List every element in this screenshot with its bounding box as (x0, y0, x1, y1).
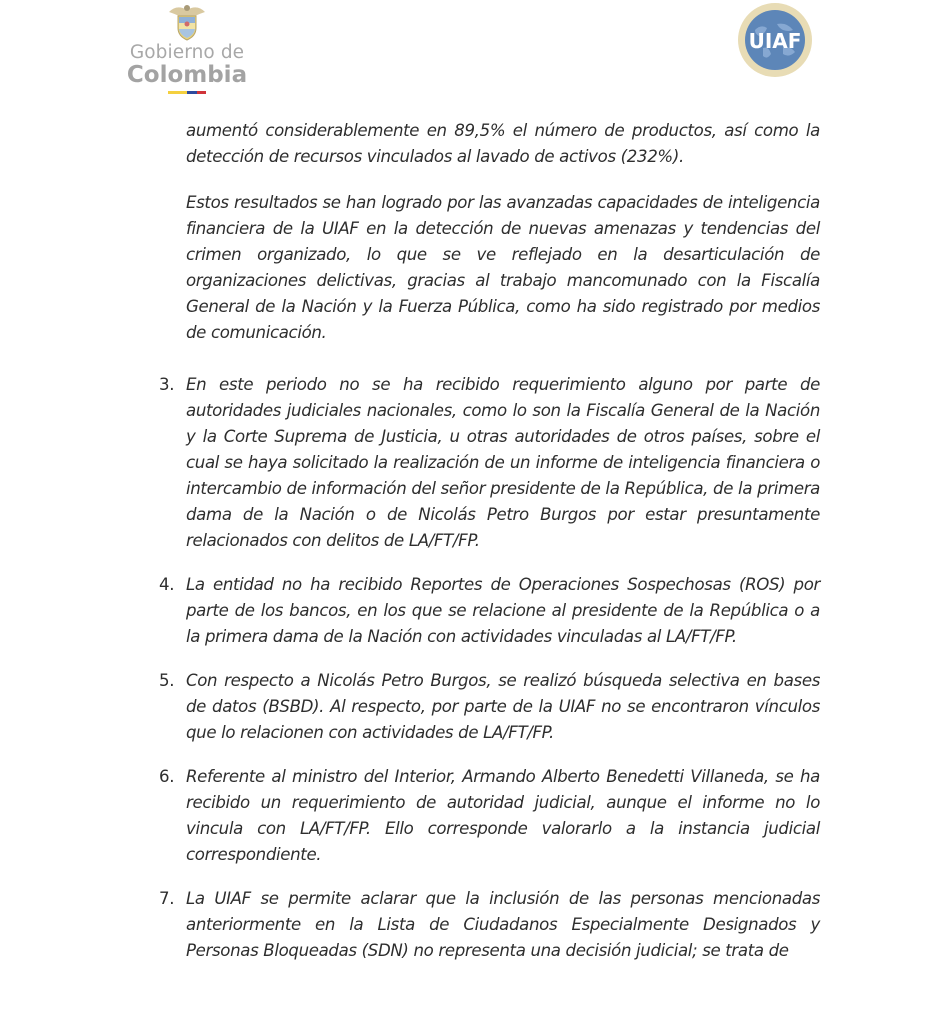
gov-logo-line1: Gobierno de (129, 42, 245, 63)
item-text: La UIAF se permite aclarar que la inclusión de las personas mencionadas anteriormente en la Lista de Ciudadanos Especialmente Designados y Personas Bloqueadas (SDN) no representa una decisión judicial; se trata de (186, 889, 820, 960)
flag-blue-stripe (187, 91, 197, 94)
uiaf-seal-icon (737, 2, 813, 78)
coat-of-arms-icon (165, 2, 209, 42)
item-number: 6. (159, 767, 175, 786)
item-number: 5. (159, 671, 175, 690)
numbered-item-5 (159, 668, 820, 746)
document-body (159, 118, 820, 982)
intro-paragraph-2: Estos resultados se han logrado por las avanzadas capacidades de inteligencia financiera de la UIAF en la detección de nuevas amenazas y tendencias del crimen organizado, lo que se ve reflejado en la desarticulación de organizaciones delictivas, gracias al trabajo mancomunado con la Fiscalía General de la Nación y la Fuerza Pública, como ha sido registrado por medios de comunicación. (186, 193, 820, 342)
numbered-item-3 (159, 372, 820, 554)
gobierno-de-colombia-logo (122, 2, 252, 102)
item-text: Con respecto a Nicolás Petro Burgos, se realizó búsqueda selectiva en bases de datos (BSBD). Al respecto, por parte de la UIAF no se encontraron vínculos que lo relacionen con actividades de LA/FT/FP. (186, 671, 820, 742)
numbered-item-7 (159, 886, 820, 964)
item-text: En este periodo no se ha recibido requerimiento alguno por parte de autoridades judiciales nacionales, como lo son la Fiscalía General de la Nación y la Corte Suprema de Justicia, u otras autoridades de otros países, sobre el cual se haya solicitado la realización de un informe de inteligencia financiera o intercambio de información del señor presidente de la República, de la primera dama de la Nación o de Nicolás Petro Burgos por estar presuntamente relacionados con delitos de LA/FT/FP. (186, 375, 820, 550)
item-number: 4. (159, 575, 175, 594)
flag-red-stripe (197, 91, 206, 94)
document-header (0, 0, 949, 110)
item-number: 3. (159, 375, 175, 394)
item-text: Referente al ministro del Interior, Armando Alberto Benedetti Villaneda, se ha recibido un requerimiento de autoridad judicial, aunque el informe no lo vincula con LA/FT/FP. Ello corresponde valorarlo a la instancia judicial correspondiente. (186, 767, 820, 864)
intro-paragraph-1: aumentó considerablemente en 89,5% el número de productos, así como la detección de recursos vinculados al lavado de activos (232%). (186, 121, 820, 166)
item-number: 7. (159, 889, 175, 908)
numbered-item-4 (159, 572, 820, 650)
colombia-flag-bar (168, 91, 206, 94)
numbered-item-6 (159, 764, 820, 868)
gov-logo-line2: Colombia (126, 62, 248, 88)
item-text: La entidad no ha recibido Reportes de Operaciones Sospechosas (ROS) por parte de los bancos, en los que se relacione al presidente de la República o a la primera dama de la Nación con actividades vinculadas al LA/FT/FP. (186, 575, 820, 646)
uiaf-seal-text: UIAF (748, 29, 802, 53)
flag-yellow-stripe (168, 91, 187, 94)
